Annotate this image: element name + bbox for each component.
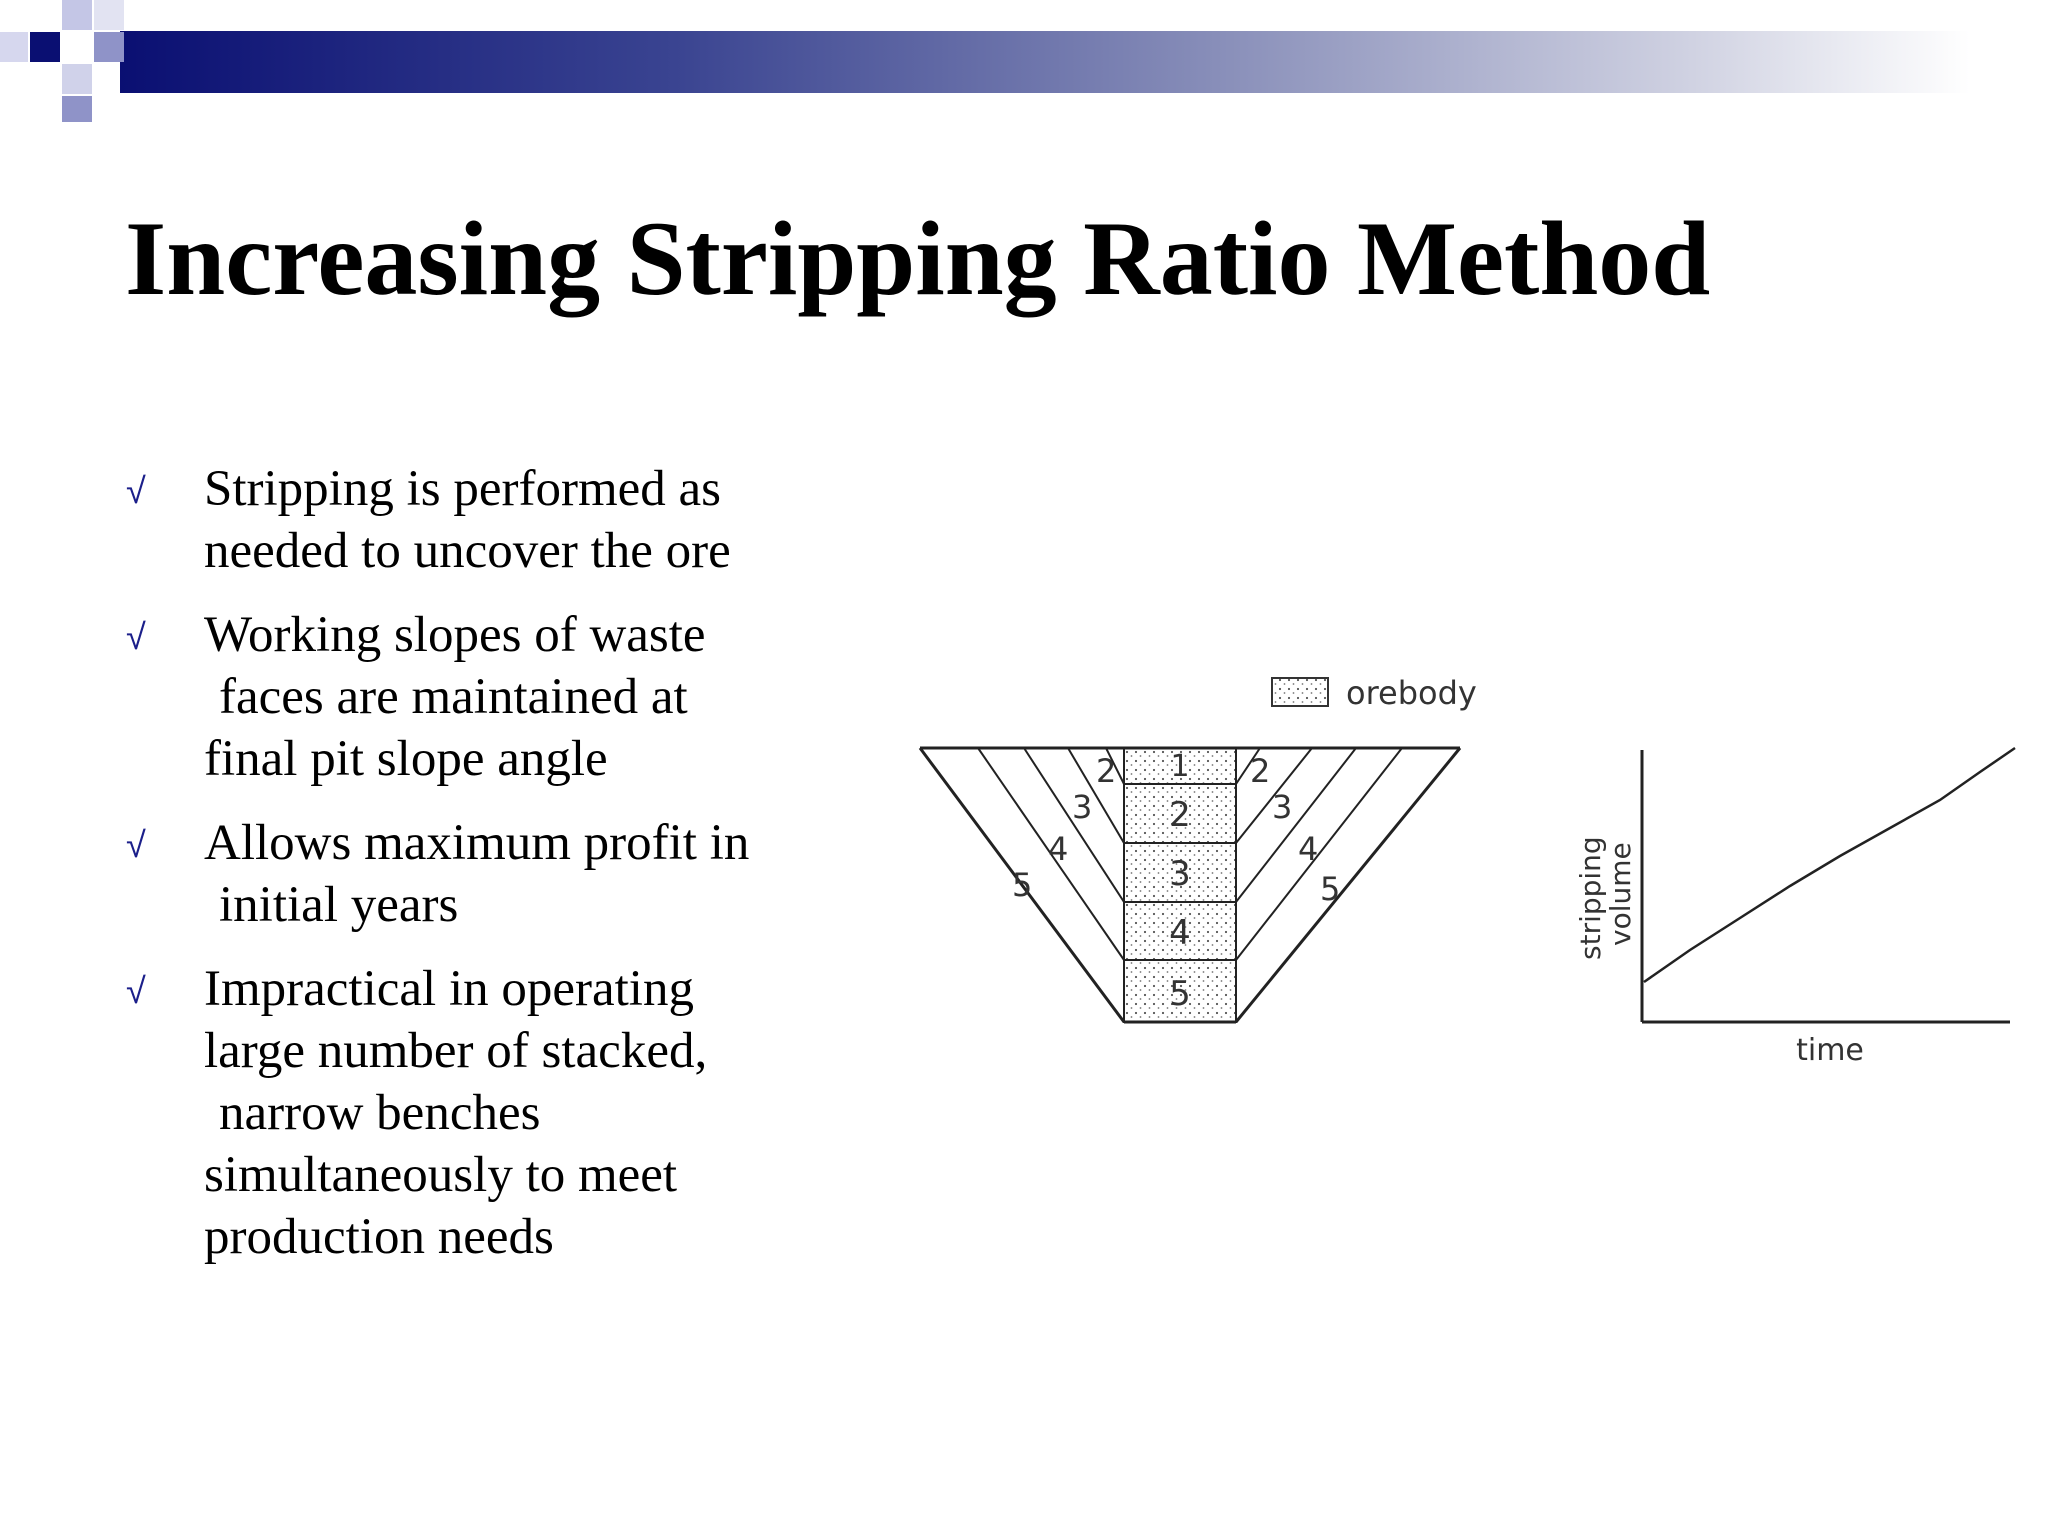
header-square bbox=[94, 32, 124, 62]
check-mark-icon: √ bbox=[126, 616, 146, 657]
slope-label: 3 bbox=[1272, 788, 1293, 826]
orebody-column bbox=[1124, 748, 1236, 1022]
slide-title: Increasing Stripping Ratio Method bbox=[125, 200, 1711, 317]
legend-swatch bbox=[1272, 678, 1328, 706]
check-mark-icon: √ bbox=[126, 970, 146, 1011]
header-square bbox=[62, 0, 92, 30]
bullet-line: narrow benches bbox=[219, 1085, 541, 1141]
pit-diagram-svg bbox=[900, 660, 2020, 1100]
check-mark-icon: √ bbox=[126, 470, 146, 511]
slope-label: 4 bbox=[1048, 830, 1069, 868]
graph-y-label: volume bbox=[1604, 842, 1637, 946]
bullet-line: large number of stacked, bbox=[204, 1023, 708, 1079]
header-square bbox=[62, 64, 92, 94]
pit-figure bbox=[900, 660, 2020, 1100]
header-square bbox=[62, 96, 92, 122]
slope-label: 3 bbox=[1072, 788, 1093, 826]
ore-block-label: 5 bbox=[1169, 974, 1191, 1014]
legend-label: orebody bbox=[1346, 674, 1477, 712]
check-mark-icon: √ bbox=[126, 824, 146, 865]
header-square bbox=[94, 0, 124, 30]
header-gradient-bar bbox=[120, 31, 1970, 93]
bullet-line: faces are maintained at bbox=[219, 669, 688, 725]
bullet-line: Stripping is performed as bbox=[204, 461, 721, 517]
bullet-item bbox=[120, 958, 840, 1268]
bullet-list bbox=[120, 458, 840, 1290]
bullet-item bbox=[120, 604, 840, 790]
left-slope-labels bbox=[1012, 752, 1116, 904]
slope-label: 2 bbox=[1096, 752, 1117, 790]
header-square bbox=[30, 32, 60, 62]
bullet-line: final pit slope angle bbox=[204, 731, 608, 787]
header-square bbox=[0, 32, 28, 62]
ore-block-label: 2 bbox=[1169, 795, 1191, 835]
bullet-line: Impractical in operating bbox=[204, 961, 694, 1017]
graph-x-label: time bbox=[1796, 1033, 1864, 1068]
slope-label: 5 bbox=[1320, 870, 1341, 908]
bullet-line: Allows maximum profit in bbox=[204, 815, 750, 871]
graph-y-label: stripping bbox=[1574, 836, 1607, 960]
bullet-line: initial years bbox=[219, 877, 459, 933]
slope-label: 5 bbox=[1012, 866, 1033, 904]
stripping-graph bbox=[1574, 748, 2015, 1068]
bullet-line: needed to uncover the ore bbox=[204, 523, 731, 579]
bullet-item bbox=[120, 812, 840, 936]
ore-block-label: 1 bbox=[1170, 749, 1190, 784]
slope-label: 2 bbox=[1250, 752, 1271, 790]
slope-label: 4 bbox=[1298, 830, 1319, 868]
graph-trend-line bbox=[1644, 748, 2015, 982]
bullet-line: Working slopes of waste bbox=[204, 607, 706, 663]
ore-block-label: 3 bbox=[1169, 854, 1191, 894]
bullet-item bbox=[120, 458, 840, 582]
bullet-line: simultaneously to meet bbox=[204, 1147, 678, 1203]
bullet-line: production needs bbox=[204, 1209, 554, 1265]
ore-block-label: 4 bbox=[1169, 913, 1191, 953]
